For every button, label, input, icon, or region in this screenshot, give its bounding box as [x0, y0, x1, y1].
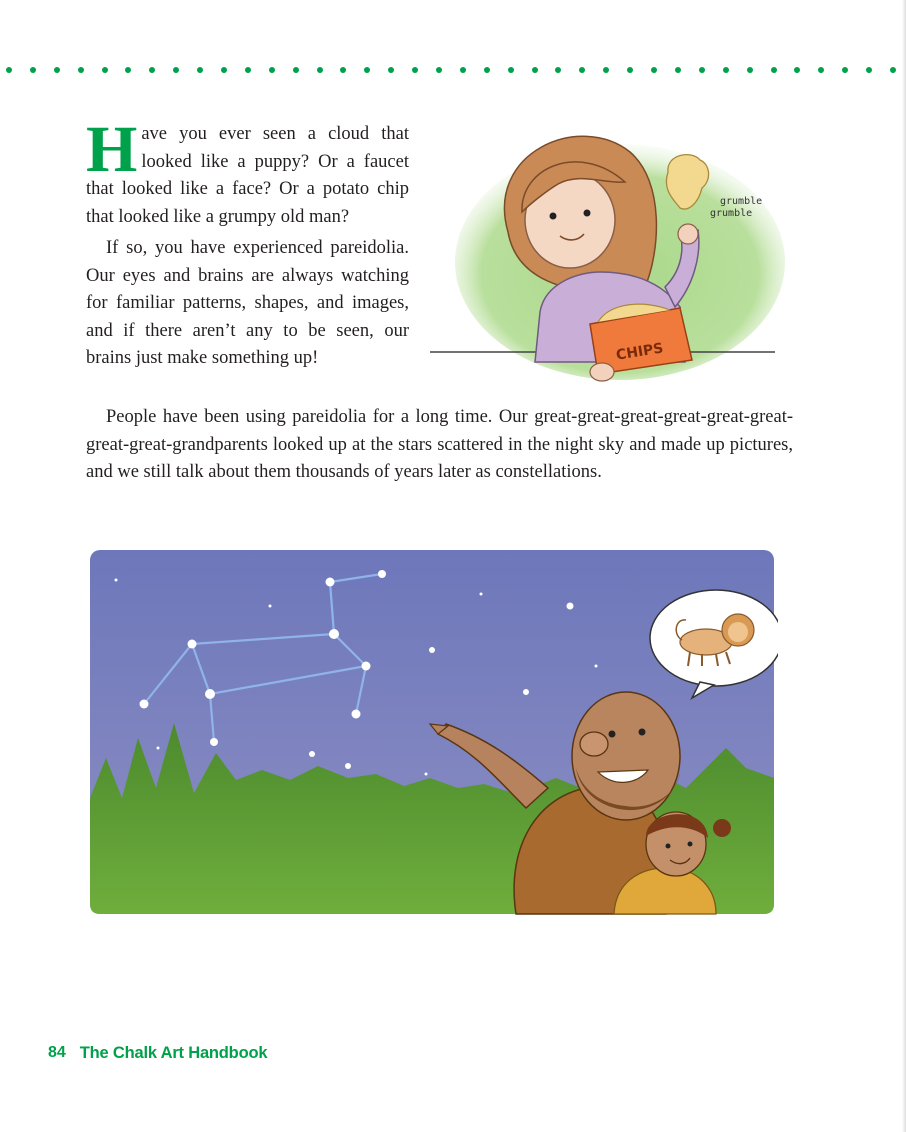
divider-dot — [484, 67, 490, 73]
divider-dot — [54, 67, 60, 73]
intro-paragraph-text: ave you ever seen a cloud that looked like a puppy? Or a faucet that looked like a face? Or a potato chip that looked like a grumpy old man? — [86, 124, 409, 227]
divider-dot — [102, 67, 108, 73]
divider-dot — [293, 67, 299, 73]
divider-dot — [579, 67, 585, 73]
divider-dot — [603, 67, 609, 73]
divider-dot — [508, 67, 514, 73]
grumble-text-2: grumble — [710, 208, 753, 219]
divider-dot — [627, 67, 633, 73]
divider-dot — [675, 67, 681, 73]
divider-dot — [555, 67, 561, 73]
dotted-divider — [6, 64, 896, 76]
divider-dot — [340, 67, 346, 73]
divider-dot — [6, 67, 12, 73]
drop-cap: H — [86, 113, 138, 186]
divider-dot — [149, 67, 155, 73]
divider-dot — [651, 67, 657, 73]
divider-dot — [269, 67, 275, 73]
divider-dot — [245, 67, 251, 73]
divider-dot — [78, 67, 84, 73]
divider-dot — [794, 67, 800, 73]
page-footer — [48, 1044, 267, 1063]
divider-dot — [197, 67, 203, 73]
divider-dot — [221, 67, 227, 73]
divider-dot — [125, 67, 131, 73]
divider-dot — [388, 67, 394, 73]
page-edge-shadow — [902, 0, 906, 1132]
divider-dot — [723, 67, 729, 73]
book-title: The Chalk Art Handbook — [79, 1044, 268, 1062]
divider-dot — [436, 67, 442, 73]
page-number: 84 — [48, 1044, 66, 1061]
divider-dot — [866, 67, 872, 73]
divider-dot — [173, 67, 179, 73]
divider-dot — [460, 67, 466, 73]
divider-dot — [30, 67, 36, 73]
chips-bag-label: CHIPS — [615, 340, 665, 364]
divider-dot — [412, 67, 418, 73]
pareidolia-paragraph: If so, you have experienced pareidolia. Our eyes and brains are always watching for familiar patterns, shapes, and images, and if there aren’t any to be seen, our brains just make something up! — [86, 238, 409, 369]
divider-dot — [771, 67, 777, 73]
divider-dot — [364, 67, 370, 73]
divider-dot — [890, 67, 896, 73]
girl-with-chip-illustration — [430, 112, 790, 388]
divider-dot — [747, 67, 753, 73]
divider-dot — [699, 67, 705, 73]
divider-dot — [842, 67, 848, 73]
grumble-text-1: grumble — [720, 196, 763, 207]
divider-dot — [532, 67, 538, 73]
divider-dot — [818, 67, 824, 73]
divider-dot — [317, 67, 323, 73]
constellation-illustration — [86, 548, 778, 922]
constellation-paragraph: People have been using pareidolia for a long time. Our great-great-great-great-great-great-great-great-grandparents looked up at the stars scattered in the night sky and made up pictures, and we still talk about them thousands of years later as constellations. — [86, 407, 793, 483]
intro-paragraph — [86, 113, 409, 231]
